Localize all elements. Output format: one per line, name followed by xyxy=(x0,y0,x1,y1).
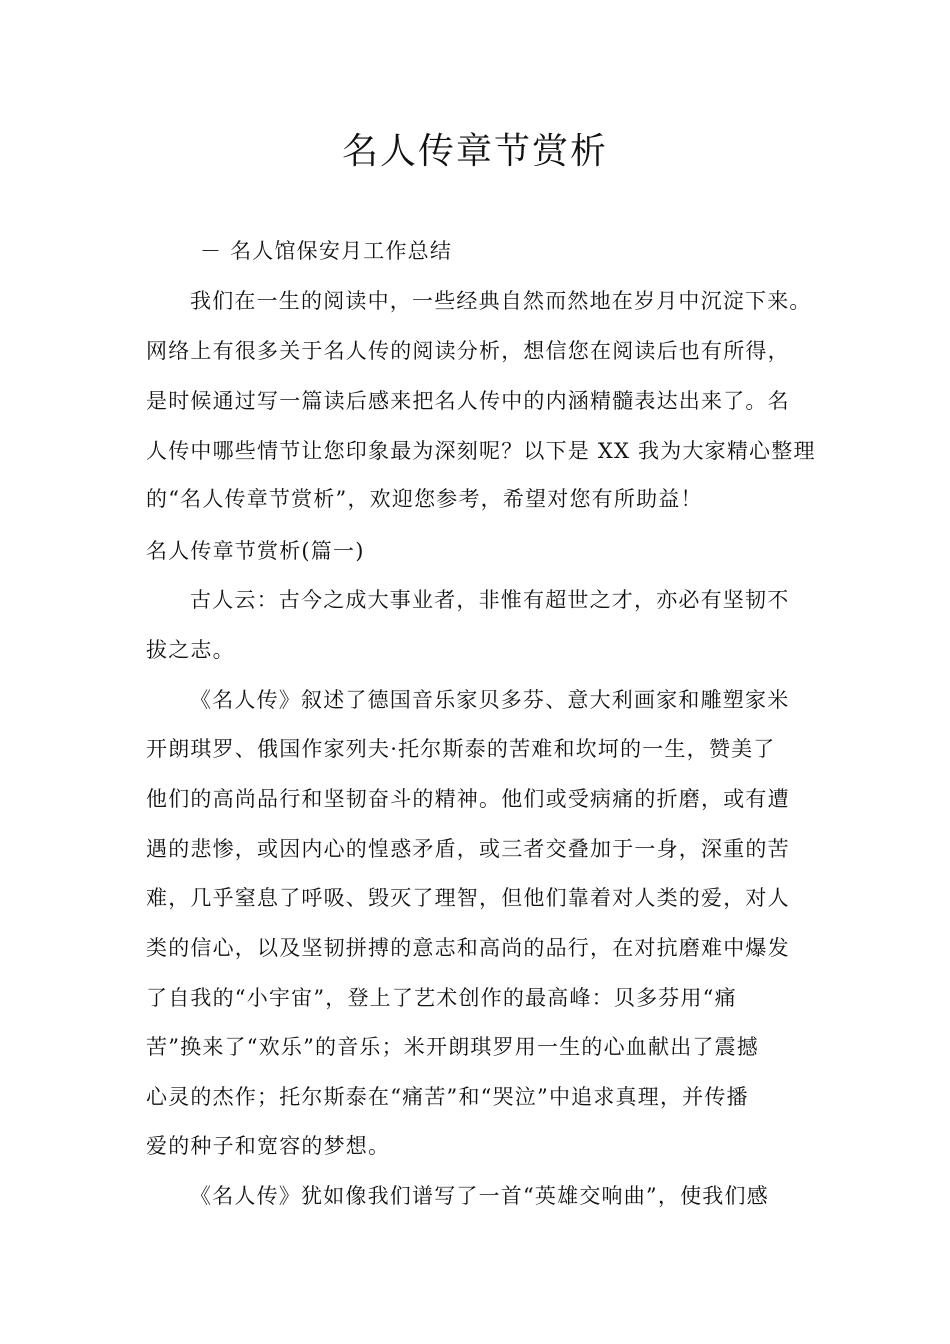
paragraph-line: 遇的悲惨，或因内心的惶惑矛盾，或三者交叠加于一身，深重的苦 xyxy=(146,837,790,861)
paragraph-line: 拔之志。 xyxy=(146,638,235,662)
intro-line: 我们在一生的阅读中，一些经典自然而然地在岁月中沉淀下来。 xyxy=(190,289,812,313)
paragraph-line: 他们的高尚品行和坚韧奋斗的精神。他们或受病痛的折磨，或有遭 xyxy=(146,787,790,811)
paragraph-line: 苦”换来了“欢乐”的音乐；米开朗琪罗用一生的心血献出了震撼 xyxy=(146,1035,760,1059)
paragraph-line: 了自我的“小宇宙”，登上了艺术创作的最高峰：贝多芬用“痛 xyxy=(146,986,737,1010)
paragraph-line: 爱的种子和宽容的梦想。 xyxy=(146,1134,391,1158)
paragraph-line: 开朗琪罗、俄国作家列夫·托尔斯泰的苦难和坎坷的一生，赞美了 xyxy=(146,737,776,761)
paragraph-line: 难，几乎窒息了呼吸、毁灭了理智，但他们靠着对人类的爱，对人 xyxy=(146,886,790,910)
intro-line: 是时候通过写一篇读后感来把名人传中的内涵精髓表达出来了。名 xyxy=(146,389,790,413)
intro-line: 人传中哪些情节让您印象最为深刻呢？以下是 XX 我为大家精心整理 xyxy=(146,439,816,463)
paragraph-line: 类的信心，以及坚韧拼搏的意志和高尚的品行，在对抗磨难中爆发 xyxy=(146,936,790,960)
paragraph-line: 古人云：古今之成大事业者，非惟有超世之才，亦必有坚韧不 xyxy=(190,588,790,612)
intro-line: 网络上有很多关于名人传的阅读分析，想信您在阅读后也有所得， xyxy=(146,339,790,363)
intro-line: 的“名人传章节赏析”，欢迎您参考，希望对您有所助益！ xyxy=(146,487,703,511)
section-heading: 名人传章节赏析(篇一) xyxy=(146,539,365,563)
paragraph-line: 心灵的杰作；托尔斯泰在“痛苦”和“哭泣”中追求真理，并传播 xyxy=(146,1085,749,1109)
paragraph-line: 《名人传》犹如像我们谱写了一首“英雄交响曲”，使我们感 xyxy=(190,1184,769,1208)
paragraph-line: 《名人传》叙述了德国音乐家贝多芬、意大利画家和雕塑家米 xyxy=(190,688,790,712)
document-subtitle: － 名人馆保安月工作总结 xyxy=(200,239,453,263)
document-title: 名人传章节赏析 xyxy=(341,131,608,172)
